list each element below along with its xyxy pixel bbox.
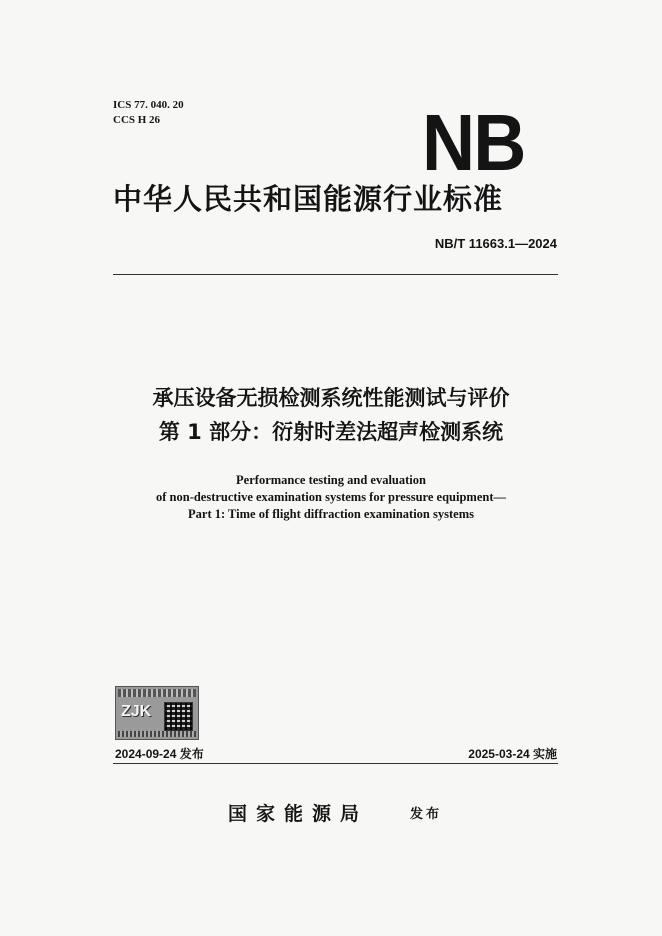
bottom-divider: [113, 763, 558, 764]
classification-codes: [113, 98, 184, 128]
standard-number: NB/T 11663.1—2024: [434, 236, 557, 251]
effective-date: 2025-03-24 实施: [468, 747, 557, 761]
stamp-logo-text: ZJK: [121, 703, 152, 720]
ccs-code: CCS H 26: [113, 114, 161, 126]
title-en-line1: Performance testing and evaluation: [236, 473, 426, 487]
issue-label: 发布: [410, 807, 443, 822]
ics-code: ICS 77. 040. 20: [113, 99, 184, 111]
publish-date: 2024-09-24 发布: [115, 747, 204, 761]
title-en-line3: Part 1: Time of flight diffraction examination systems: [188, 507, 474, 521]
issuer-name: 国家能源局: [228, 803, 369, 825]
nb-logo: NB: [422, 98, 525, 187]
qr-code-icon: [164, 702, 193, 731]
title-cn-line2: 第 1 部分：衍射时差法超声检测系统: [158, 420, 504, 444]
title-en-line2: of non-destructive examination systems for pressure equipment—: [156, 490, 506, 504]
anti-counterfeit-stamp: [115, 686, 199, 740]
stamp-bottom-strip: [118, 731, 196, 737]
stamp-top-strip: [118, 689, 196, 697]
organization-title: 中华人民共和国能源行业标准: [113, 182, 504, 216]
top-divider: [113, 274, 558, 275]
title-cn-line1: 承压设备无损检测系统性能测试与评价: [152, 386, 510, 410]
